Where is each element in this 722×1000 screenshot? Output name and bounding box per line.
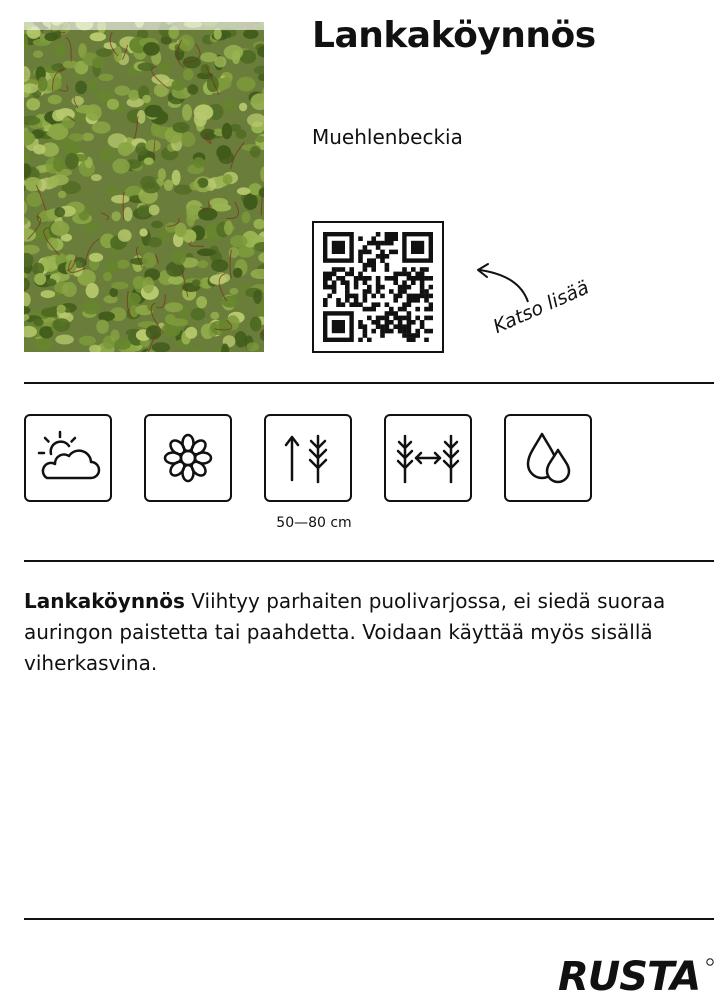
description-text: Viihtyy parhaiten puolivarjossa, ei siedä suoraa auringon paistetta tai paahdetta. Voidaan käyttää myös sisällä viherkasvina. (24, 589, 666, 675)
qr-code[interactable] (312, 221, 444, 353)
rusta-logo (556, 952, 716, 996)
description-lead: Lankaköynnös (24, 589, 185, 613)
plant-photo (24, 22, 264, 352)
partial-shade-icon (24, 414, 112, 502)
logo-text: RUSTA (558, 954, 701, 996)
divider (24, 918, 714, 920)
latin-name: Muehlenbeckia (312, 125, 463, 149)
qr-caption: Katso lisää (490, 276, 593, 339)
divider (24, 382, 714, 384)
product-description (24, 586, 714, 679)
product-title: Lankaköynnös (312, 15, 596, 56)
plant-spacing-icon (384, 414, 472, 502)
flower-icon (144, 414, 232, 502)
divider (24, 560, 714, 562)
plant-height-icon (264, 414, 352, 502)
height-caption: 50—80 cm (276, 515, 352, 531)
water-drops-icon (504, 414, 592, 502)
